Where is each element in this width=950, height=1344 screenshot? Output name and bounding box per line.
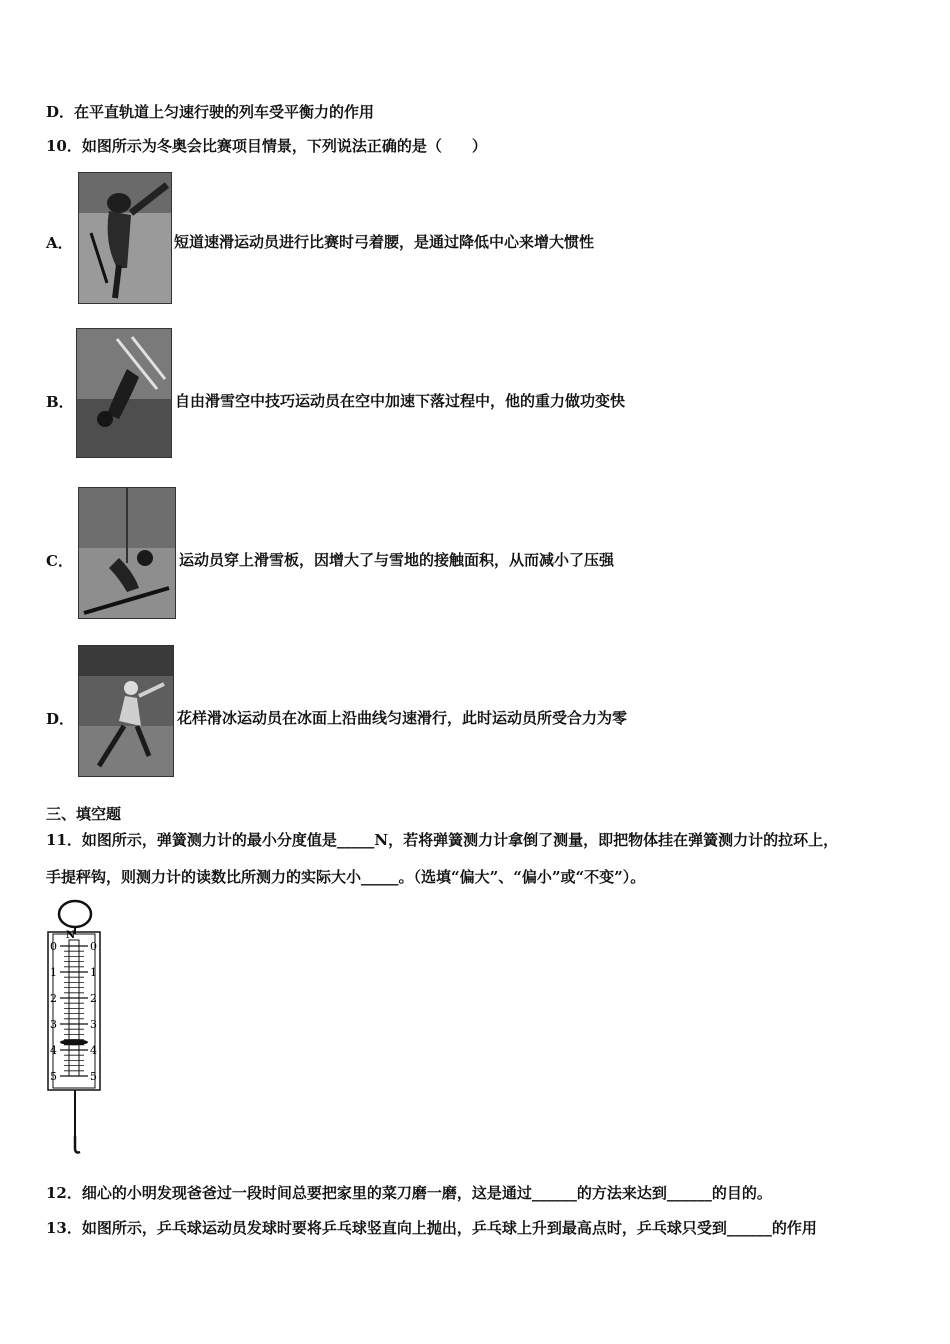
aerial-skier-photo xyxy=(76,328,172,458)
q12-text: 12．细心的小明发现爸爸过一段时间总要把家里的菜刀磨一磨，这是通过______的方法来达到______的目的。 xyxy=(46,1184,772,1202)
q10-option-c-letter: C． xyxy=(46,552,73,570)
hook xyxy=(75,1136,80,1153)
unit-label: N xyxy=(66,930,76,941)
figure-skater-photo xyxy=(78,645,174,777)
q10-option-b-text: 自由滑雪空中技巧运动员在空中加速下落过程中，他的重力做功变快 xyxy=(175,392,626,410)
scale-inner xyxy=(53,934,95,1088)
right-scale-label: 5 xyxy=(90,1070,97,1083)
q10-option-a-letter: A． xyxy=(46,234,73,252)
slalom-skier-photo xyxy=(78,487,176,619)
q10-option-c-text: 运动员穿上滑雪板，因增大了与雪地的接触面积，从而减小了压强 xyxy=(179,551,615,569)
left-scale-label: 1 xyxy=(50,966,57,979)
right-scale-label: 4 xyxy=(90,1044,97,1057)
left-scale-label: 4 xyxy=(50,1044,57,1057)
q10-option-d-letter: D． xyxy=(46,710,75,728)
pull-ring xyxy=(59,901,91,927)
q11-line2: 手提秤钩，则测力计的读数比所测力的实际大小_____。（选填“偏大”、“偏小”或“不变”）。 xyxy=(46,868,646,886)
left-scale-label: 2 xyxy=(50,992,57,1005)
left-scale-label: 3 xyxy=(50,1018,57,1031)
scale-body xyxy=(48,932,100,1090)
right-scale-label: 3 xyxy=(90,1018,97,1031)
spring-scale-svg xyxy=(40,898,110,1158)
right-scale-label: 1 xyxy=(90,966,97,979)
q13-text: 13．如图所示，乒乓球运动员发球时要将乒乓球竖直向上抛出，乒乓球上升到最高点时，乒乓球只受到______的作用 xyxy=(46,1219,817,1237)
q10-option-a-text: 短道速滑运动员进行比赛时弓着腰，是通过降低中心来增大惯性 xyxy=(174,233,595,251)
q11-line1: 11．如图所示，弹簧测力计的最小分度值是_____N，若将弹簧测力计拿倒了测量，即把物体挂在弹簧测力计的拉环上， xyxy=(46,831,839,849)
q10-stem: 10．如图所示为冬奥会比赛项目情景，下列说法正确的是（ ） xyxy=(46,137,487,155)
q10-option-d-text: 花样滑冰运动员在冰面上沿曲线匀速滑行，此时运动员所受合力为零 xyxy=(177,709,628,727)
spring-scale-figure xyxy=(40,898,110,1158)
right-scale-label: 0 xyxy=(90,940,97,953)
left-scale-label: 5 xyxy=(50,1070,57,1083)
left-scale-label: 0 xyxy=(50,940,57,953)
section-title: 三、填空题 xyxy=(46,805,122,823)
q9-option-d: D．在平直轨道上匀速行驶的列车受平衡力的作用 xyxy=(46,103,375,121)
scale-ticks xyxy=(60,946,88,1076)
right-scale-labels xyxy=(90,940,97,1083)
right-scale-label: 2 xyxy=(90,992,97,1005)
q10-option-b-letter: B． xyxy=(46,393,74,411)
speed-skater-photo xyxy=(78,172,172,304)
scale-pointer xyxy=(60,1039,88,1045)
